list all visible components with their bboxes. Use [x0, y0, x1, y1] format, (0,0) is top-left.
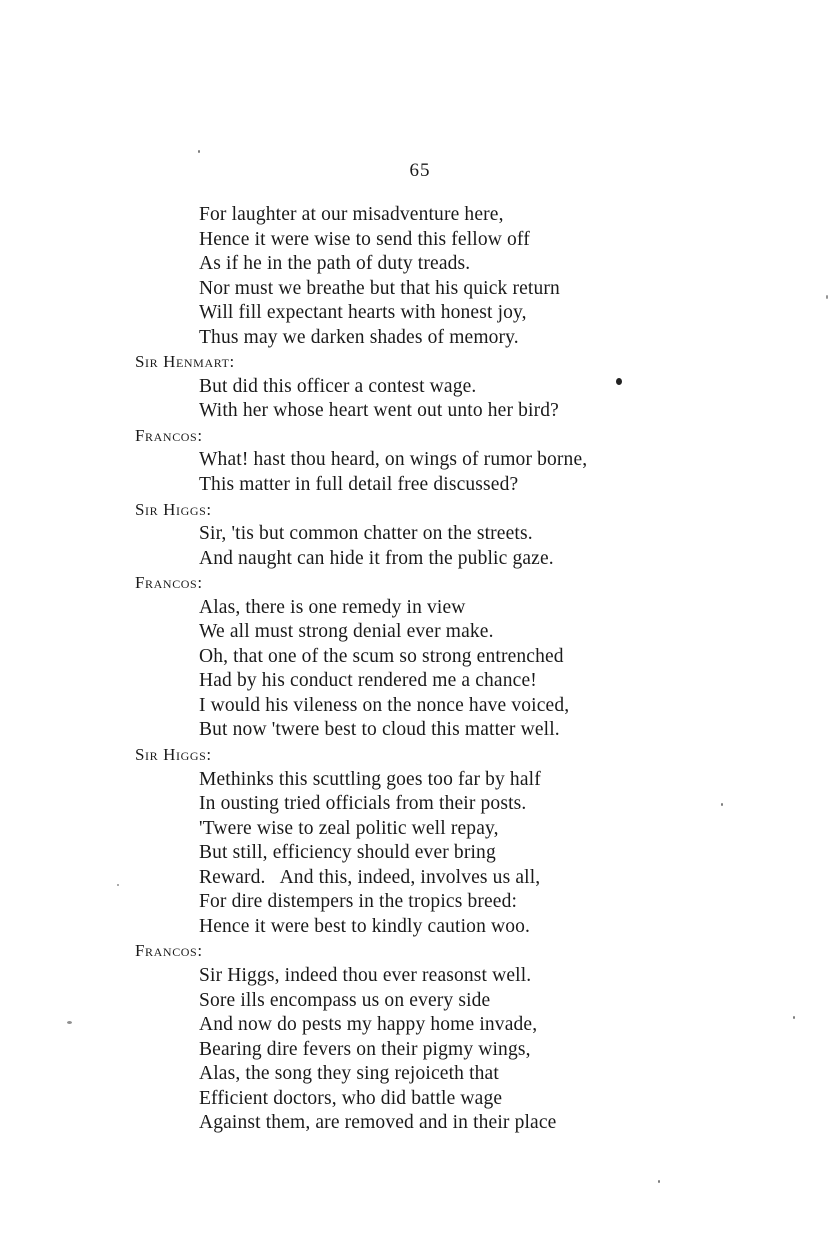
ink-speck — [826, 295, 828, 299]
verse-line: For dire distempers in the tropics breed: — [199, 891, 518, 913]
verse-line: Oh, that one of the scum so strong entrenched — [199, 645, 564, 667]
speaker-name — [0, 498, 840, 523]
verse-line: 'Twere wise to zeal politic well repay, — [199, 817, 499, 839]
verse-line: Hence it were best to kindly caution woo. — [199, 915, 531, 937]
verse-line: Had by his conduct rendered me a chance! — [199, 670, 537, 692]
verse-line: And naught can hide it from the public gaze. — [199, 547, 554, 569]
ink-speck — [721, 803, 723, 806]
verse-line: Reward. And this, indeed, involves us all, — [199, 866, 541, 888]
speaker-name — [0, 939, 840, 964]
verse-line: Against them, are removed and in their place — [199, 1112, 557, 1134]
speaker-label: Francos: — [135, 573, 203, 593]
verse-line: Sore ills encompass us on every side — [199, 989, 491, 1011]
speaker-label: Sir Henmart: — [135, 352, 235, 372]
speaker-label: Sir Higgs: — [135, 499, 212, 519]
verse-line: What! hast thou heard, on wings of rumor borne, — [199, 449, 588, 471]
verse-line: Nor must we breathe but that his quick return — [199, 277, 560, 299]
verse-line: But still, efficiency should ever bring — [199, 842, 496, 864]
verse-line: Bearing dire fevers on their pigmy wings, — [199, 1038, 531, 1060]
verse-line: Methinks this scuttling goes too far by half — [199, 768, 541, 790]
speaker-label: Sir Higgs: — [135, 745, 212, 765]
ink-speck — [198, 150, 200, 153]
speaker-name — [0, 424, 840, 449]
ink-speck — [658, 1180, 660, 1183]
speaker-name — [0, 743, 840, 768]
verse-line: We all must strong denial ever make. — [199, 621, 494, 643]
speaker-name — [0, 571, 840, 596]
verse-line: Hence it were wise to send this fellow off — [199, 228, 530, 250]
verse-line: But now 'twere best to cloud this matter well. — [199, 719, 560, 741]
verse-line: Sir, 'tis but common chatter on the streets. — [199, 523, 533, 545]
speaker-label: Francos: — [135, 941, 203, 961]
ink-speck — [793, 1016, 795, 1019]
ink-speck — [616, 378, 622, 385]
verse-line: And now do pests my happy home invade, — [199, 1014, 538, 1036]
verse-line: This matter in full detail free discussed? — [199, 474, 519, 496]
speaker-name — [0, 350, 840, 375]
verse-line: I would his vileness on the nonce have voiced, — [199, 694, 570, 716]
verse-line: Will fill expectant hearts with honest joy, — [199, 302, 527, 324]
poem-text — [0, 203, 840, 1136]
page-number: 65 — [409, 160, 431, 181]
verse-line: For laughter at our misadventure here, — [199, 204, 504, 225]
ink-speck — [117, 884, 119, 886]
verse-line: But did this officer a contest wage. — [199, 375, 477, 397]
verse-line: Sir Higgs, indeed thou ever reasonst well. — [199, 964, 532, 986]
verse-line: As if he in the path of duty treads. — [199, 253, 471, 275]
verse-line: Efficient doctors, who did battle wage — [199, 1087, 503, 1109]
verse-line: Alas, there is one remedy in view — [199, 596, 466, 618]
verse-line: Thus may we darken shades of memory. — [199, 326, 519, 348]
ink-speck — [67, 1021, 72, 1024]
verse-line: Alas, the song they sing rejoiceth that — [199, 1063, 499, 1085]
speaker-label: Francos: — [135, 425, 203, 445]
verse-line: In ousting tried officials from their posts. — [199, 793, 527, 815]
verse-line: With her whose heart went out unto her bird? — [199, 400, 559, 422]
